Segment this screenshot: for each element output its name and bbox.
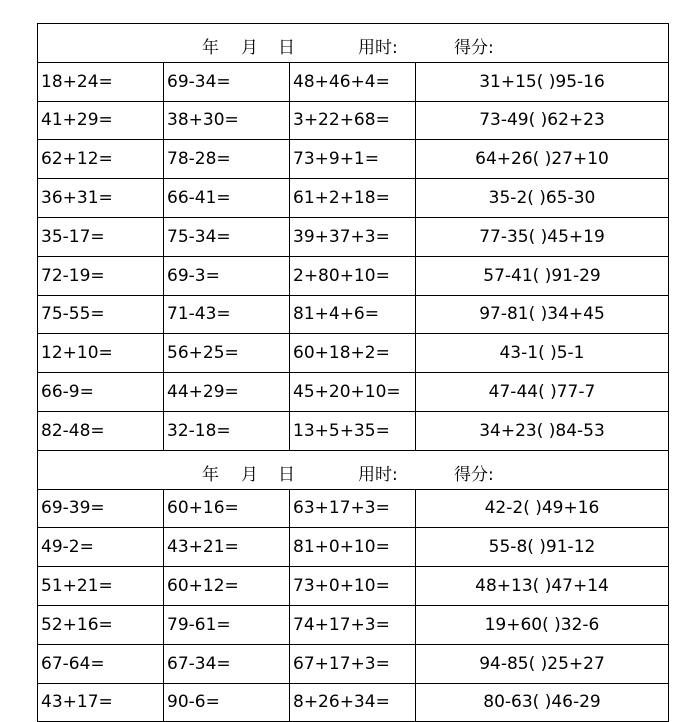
arithmetic-problem: 60+18+2= — [290, 334, 416, 373]
date-day-label: 日 — [278, 38, 295, 58]
date-year-label: 年 — [202, 38, 219, 58]
problem-row — [38, 256, 669, 295]
arithmetic-problem: 13+5+35= — [290, 411, 416, 450]
arithmetic-problem: 3+22+68= — [290, 101, 416, 140]
comparison-problem[interactable]: 73-49( )62+23 — [416, 101, 669, 140]
arithmetic-problem: 75-34= — [164, 217, 290, 256]
arithmetic-problem: 60+12= — [164, 567, 290, 606]
problem-row — [38, 217, 669, 256]
arithmetic-problem: 72-19= — [38, 256, 164, 295]
arithmetic-problem: 49-2= — [38, 528, 164, 567]
comparison-problem[interactable]: 80-63( )46-29 — [416, 683, 669, 722]
date-year-label: 年 — [202, 464, 219, 485]
problem-row — [38, 528, 669, 567]
score-label: 得分: — [454, 464, 494, 485]
arithmetic-problem: 36+31= — [38, 179, 164, 218]
problem-row — [38, 334, 669, 373]
arithmetic-problem: 78-28= — [164, 140, 290, 179]
arithmetic-problem: 69-34= — [164, 62, 290, 101]
comparison-problem[interactable]: 48+13( )47+14 — [416, 567, 669, 606]
arithmetic-problem: 75-55= — [38, 295, 164, 334]
problem-row — [38, 605, 669, 644]
arithmetic-problem: 56+25= — [164, 334, 290, 373]
problem-row — [38, 644, 669, 683]
comparison-problem[interactable]: 64+26( )27+10 — [416, 140, 669, 179]
comparison-problem[interactable]: 57-41( )91-29 — [416, 256, 669, 295]
arithmetic-problem: 67-64= — [38, 644, 164, 683]
arithmetic-problem: 32-18= — [164, 411, 290, 450]
comparison-problem[interactable]: 42-2( )49+16 — [416, 489, 669, 528]
comparison-problem[interactable]: 97-81( )34+45 — [416, 295, 669, 334]
comparison-problem[interactable]: 94-85( )25+27 — [416, 644, 669, 683]
arithmetic-problem: 74+17+3= — [290, 605, 416, 644]
problem-row — [38, 101, 669, 140]
arithmetic-problem: 39+37+3= — [290, 217, 416, 256]
arithmetic-problem: 38+30= — [164, 101, 290, 140]
arithmetic-problem: 81+4+6= — [290, 295, 416, 334]
arithmetic-problem: 48+46+4= — [290, 62, 416, 101]
arithmetic-problem: 43+17= — [38, 683, 164, 722]
comparison-problem[interactable]: 55-8( )91-12 — [416, 528, 669, 567]
arithmetic-problem: 82-48= — [38, 411, 164, 450]
arithmetic-problem: 69-3= — [164, 256, 290, 295]
arithmetic-worksheet — [37, 23, 669, 722]
problem-row — [38, 179, 669, 218]
time-used-label: 用时: — [358, 38, 398, 58]
problem-row — [38, 489, 669, 528]
arithmetic-problem: 81+0+10= — [290, 528, 416, 567]
arithmetic-problem: 63+17+3= — [290, 489, 416, 528]
arithmetic-problem: 35-17= — [38, 217, 164, 256]
arithmetic-problem: 79-61= — [164, 605, 290, 644]
worksheet-table — [37, 23, 669, 722]
time-used-label: 用时: — [358, 464, 398, 485]
problem-row — [38, 567, 669, 606]
arithmetic-problem: 12+10= — [38, 334, 164, 373]
arithmetic-problem: 66-9= — [38, 373, 164, 412]
arithmetic-problem: 44+29= — [164, 373, 290, 412]
arithmetic-problem: 51+21= — [38, 567, 164, 606]
arithmetic-problem: 69-39= — [38, 489, 164, 528]
comparison-problem[interactable]: 34+23( )84-53 — [416, 411, 669, 450]
problem-row — [38, 140, 669, 179]
arithmetic-problem: 18+24= — [38, 62, 164, 101]
arithmetic-problem: 66-41= — [164, 179, 290, 218]
arithmetic-problem: 71-43= — [164, 295, 290, 334]
arithmetic-problem: 60+16= — [164, 489, 290, 528]
arithmetic-problem: 73+9+1= — [290, 140, 416, 179]
arithmetic-problem: 52+16= — [38, 605, 164, 644]
problem-row — [38, 62, 669, 101]
problem-row — [38, 373, 669, 412]
problem-row — [38, 683, 669, 722]
problem-row — [38, 295, 669, 334]
section-header-row — [38, 24, 669, 63]
comparison-problem[interactable]: 77-35( )45+19 — [416, 217, 669, 256]
comparison-problem[interactable]: 19+60( )32-6 — [416, 605, 669, 644]
section-header-row — [38, 450, 669, 489]
comparison-problem[interactable]: 31+15( )95-16 — [416, 62, 669, 101]
arithmetic-problem: 62+12= — [38, 140, 164, 179]
score-label: 得分: — [454, 38, 494, 58]
date-month-label: 月 — [241, 464, 258, 485]
arithmetic-problem: 61+2+18= — [290, 179, 416, 218]
arithmetic-problem: 90-6= — [164, 683, 290, 722]
arithmetic-problem: 73+0+10= — [290, 567, 416, 606]
arithmetic-problem: 67+17+3= — [290, 644, 416, 683]
problem-row — [38, 411, 669, 450]
comparison-problem[interactable]: 43-1( )5-1 — [416, 334, 669, 373]
arithmetic-problem: 2+80+10= — [290, 256, 416, 295]
date-day-label: 日 — [278, 464, 295, 485]
comparison-problem[interactable]: 35-2( )65-30 — [416, 179, 669, 218]
arithmetic-problem: 8+26+34= — [290, 683, 416, 722]
section-header — [38, 24, 669, 63]
section-header — [38, 450, 669, 489]
arithmetic-problem: 45+20+10= — [290, 373, 416, 412]
arithmetic-problem: 41+29= — [38, 101, 164, 140]
arithmetic-problem: 67-34= — [164, 644, 290, 683]
comparison-problem[interactable]: 47-44( )77-7 — [416, 373, 669, 412]
arithmetic-problem: 43+21= — [164, 528, 290, 567]
date-month-label: 月 — [241, 38, 258, 58]
worksheet-body — [38, 24, 669, 722]
